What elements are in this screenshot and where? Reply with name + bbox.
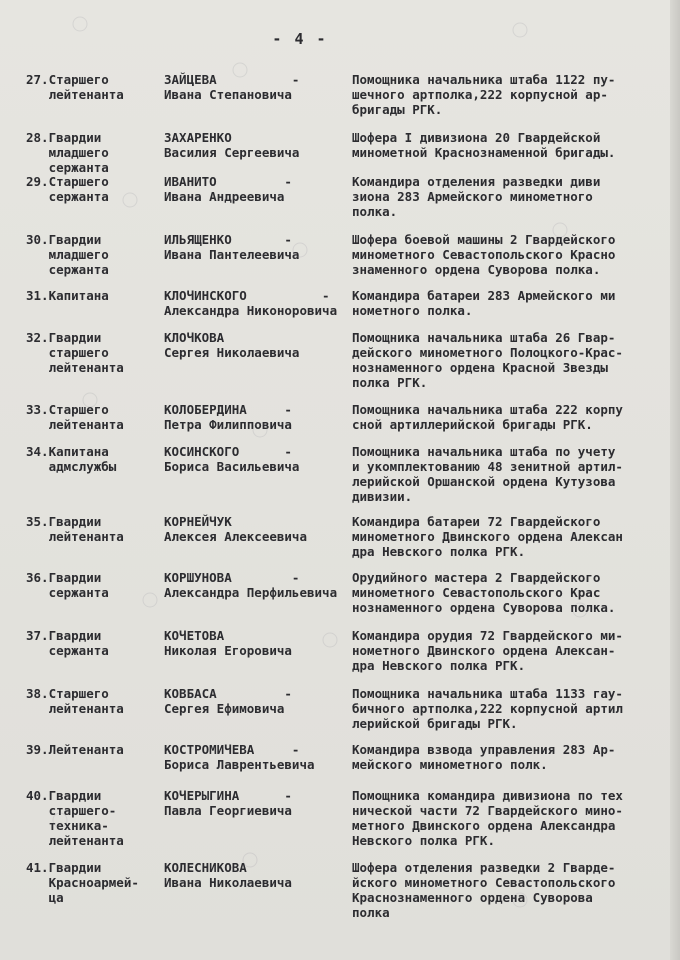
position-text: Помощника начальника штаба 222 корпу сной артиллерийской бригады РГК.	[352, 402, 623, 432]
position-text: Командира батареи 283 Армейского ми нометного полка.	[352, 288, 616, 318]
person-name: КЛОЧИНСКОГО - Александра Никоноровича	[164, 288, 338, 318]
rank-text: 27.Старшего лейтенанта	[26, 72, 124, 102]
position-text: Шофера I дивизиона 20 Гвардейской минометной Краснознаменной бригады.	[352, 130, 616, 160]
rank-text: 28.Гвардии младшего сержанта	[26, 130, 109, 175]
position-text: Помощника начальника штаба 26 Гвар- дейского минометного Полоцкого-Крас- нознаменного ордена Красной Звезды полка РГК.	[352, 330, 623, 390]
person-name: КОРШУНОВА - Александра Перфильевича	[164, 570, 338, 600]
person-name: ЗАХАРЕНКО Василия Сергеевича	[164, 130, 300, 160]
person-name: КОЛЕСНИКОВА Ивана Николаевича	[164, 860, 292, 890]
rank-text: 40.Гвардии старшего- техника- лейтенанта	[26, 788, 124, 848]
person-name: КОСИНСКОГО - Бориса Васильевича	[164, 444, 300, 474]
person-name: КОЧЕРЫГИНА - Павла Георгиевича	[164, 788, 292, 818]
position-text: Помощника начальника штаба по учету и укомплектованию 48 зенитной артил- лерийской Оршанской ордена Кутузова дивизии.	[352, 444, 623, 504]
position-text: Командира орудия 72 Гвардейского ми- нометного Двинского ордена Алексан- дра Невского полка РГК.	[352, 628, 623, 673]
person-name: ЗАЙЦЕВА - Ивана Степановича	[164, 72, 300, 102]
person-name: КОРНЕЙЧУК Алексея Алексеевича	[164, 514, 307, 544]
person-name: КЛОЧКОВА Сергея Николаевича	[164, 330, 300, 360]
position-text: Шофера отделения разведки 2 Гварде- йского минометного Севастопольского Краснознаменного ордена Суворова полка	[352, 860, 616, 920]
page-number: - 4 -	[272, 30, 328, 48]
position-text: Командира взвода управления 283 Ар- мейского минометного полк.	[352, 742, 616, 772]
rank-text: 41.Гвардии Красноармей- ца	[26, 860, 139, 905]
rank-text: 33.Старшего лейтенанта	[26, 402, 124, 432]
rank-text: 34.Капитана адмслужбы	[26, 444, 117, 474]
person-name: КОЛОБЕРДИНА - Петра Филипповича	[164, 402, 292, 432]
person-name: КОСТРОМИЧЕВА - Бориса Лаврентьевича	[164, 742, 315, 772]
rank-text: 35.Гвардии лейтенанта	[26, 514, 124, 544]
position-text: Орудийного мастера 2 Гвардейского минометного Севастопольского Крас нознаменного ордена Суворова полка.	[352, 570, 616, 615]
rank-text: 39.Лейтенанта	[26, 742, 124, 757]
person-name: ИЛЬЯЩЕНКО - Ивана Пантелеевича	[164, 232, 300, 262]
rank-text: 38.Старшего лейтенанта	[26, 686, 124, 716]
person-name: КОЧЕТОВА Николая Егоровича	[164, 628, 292, 658]
person-name: КОВБАСА - Сергея Ефимовича	[164, 686, 292, 716]
position-text: Командира батареи 72 Гвардейского минометного Двинского ордена Алексан дра Невского полка РГК.	[352, 514, 623, 559]
rank-text: 31.Капитана	[26, 288, 109, 303]
position-text: Помощника начальника штаба 1133 гау- бичного артполка,222 корпусной артил лерийской бригады РГК.	[352, 686, 623, 731]
rank-text: 32.Гвардии старшего лейтенанта	[26, 330, 124, 375]
position-text: Командира отделения разведки диви зиона 283 Армейского минометного полка.	[352, 174, 601, 219]
position-text: Помощника командира дивизиона по тех нической части 72 Гвардейского мино- метного Двинского ордена Александра Невского полка РГК.	[352, 788, 623, 848]
rank-text: 29.Старшего сержанта	[26, 174, 109, 204]
person-name: ИВАНИТО - Ивана Андреевича	[164, 174, 292, 204]
position-text: Шофера боевой машины 2 Гвардейского минометного Севастопольского Красно знаменного ордена Суворова полка.	[352, 232, 616, 277]
rank-text: 37.Гвардии сержанта	[26, 628, 109, 658]
position-text: Помощника начальника штаба 1122 пу- шечного артполка,222 корпусной ар- бригады РГК.	[352, 72, 616, 117]
rank-text: 30.Гвардии младшего сержанта	[26, 232, 109, 277]
rank-text: 36.Гвардии сержанта	[26, 570, 109, 600]
